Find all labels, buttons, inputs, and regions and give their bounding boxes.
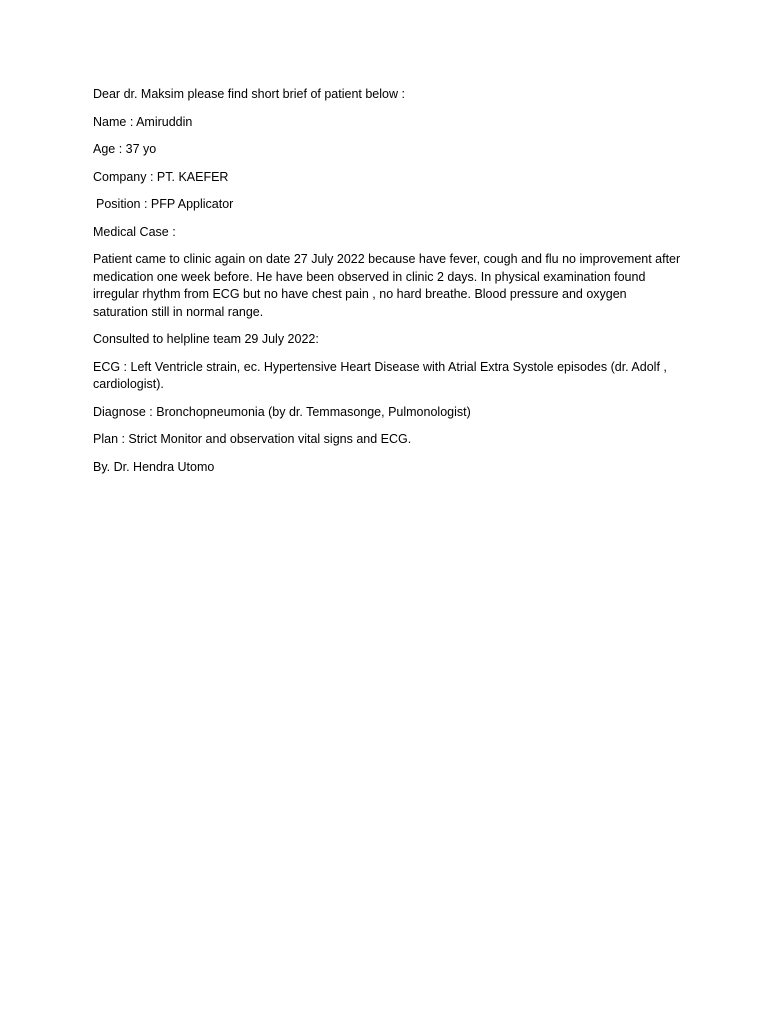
patient-age: Age : 37 yo	[93, 142, 157, 156]
signature-line: By. Dr. Hendra Utomo	[93, 459, 215, 474]
patient-position: Position : PFP Applicator	[96, 197, 234, 211]
medical-case-body: Patient came to clinic again on date 27 July 2022 because have fever, cough and flu no improvement after medication one week before. He have been observed in clinic 2 days. In physical examination found irregular rhythm from ECG but no have chest pain , no hard breathe. Blood pressure and oxygen saturation still in normal range.	[93, 252, 681, 319]
greeting-line: Dear dr. Maksim please find short brief of patient below :	[93, 87, 405, 101]
ecg-finding: ECG : Left Ventricle strain, ec. Hypertensive Heart Disease with Atrial Extra Systole episodes (dr. Adolf , cardiologist).	[93, 359, 667, 391]
medical-case-heading: Medical Case :	[93, 224, 176, 239]
consulted-line: Consulted to helpline team 29 July 2022:	[93, 332, 319, 346]
patient-company: Company : PT. KAEFER	[93, 169, 229, 184]
patient-name: Name : Amiruddin	[93, 114, 193, 129]
document-page	[93, 86, 683, 486]
plan-line: Plan : Strict Monitor and observation vital signs and ECG.	[93, 432, 412, 446]
diagnose-line: Diagnose : Bronchopneumonia (by dr. Temmasonge, Pulmonologist)	[93, 404, 471, 419]
